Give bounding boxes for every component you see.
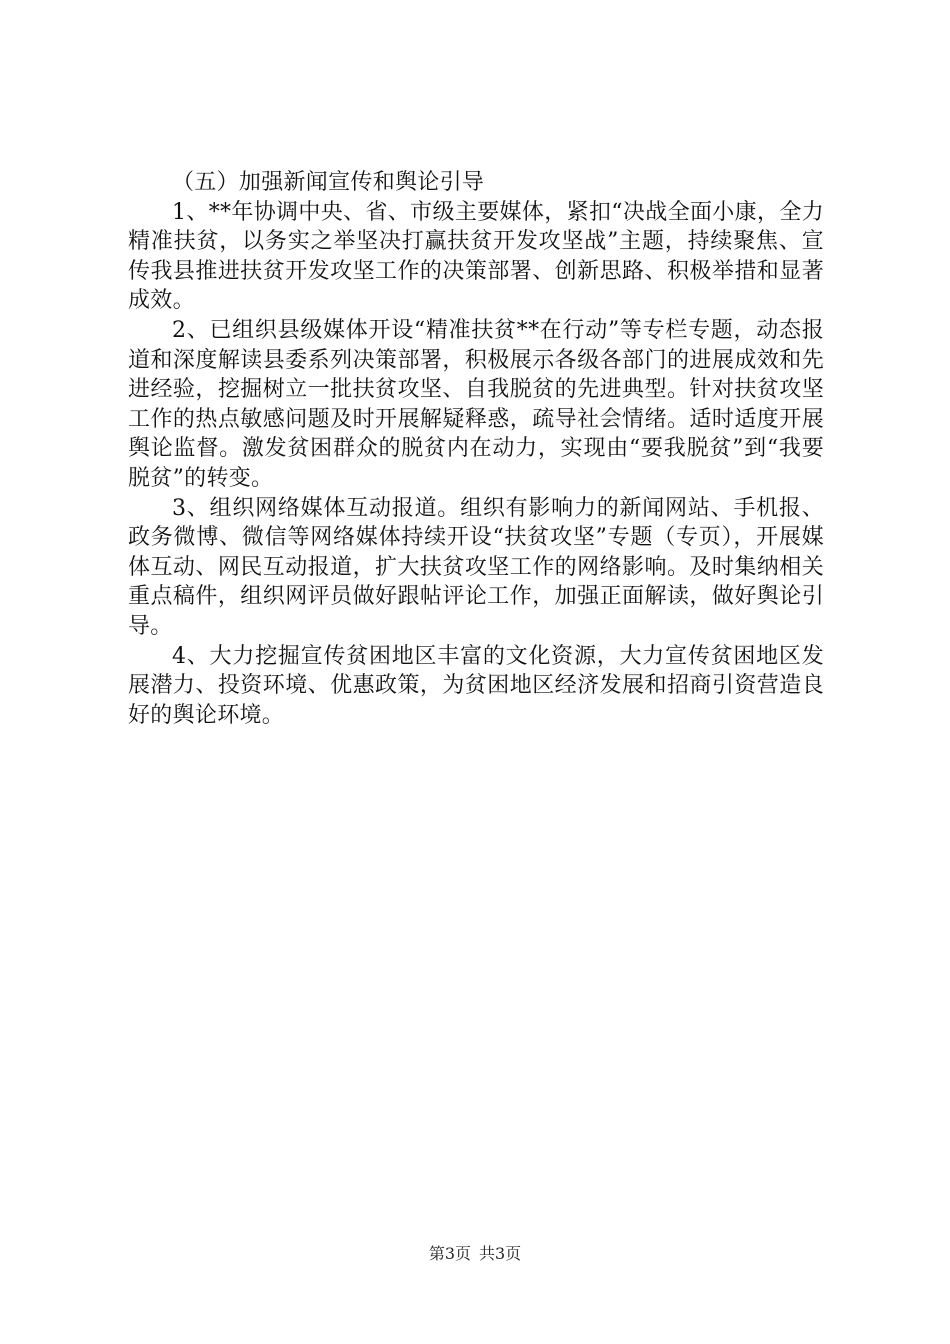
page-number: 第3页: [428, 1244, 471, 1263]
paragraph-1: 1、**年协调中央、省、市级主要媒体，紧扣“决战全面小康，全力精准扶贫，以务实之举坚决打赢扶贫开发攻坚战”主题，持续聚焦、宣传我县推进扶贫开发攻坚工作的决策部署、创新思路、积极举措和显著成效。: [128, 199, 824, 314]
document-body: [128, 168, 824, 730]
paragraph-2: 2、已组织县级媒体开设“精准扶贫**在行动”等专栏专题，动态报道和深度解读县委系列决策部署，积极展示各级各部门的进展成效和先进经验，挖掘树立一批扶贫攻坚、自我脱贫的先进典型。针对扶贫攻坚工作的热点敏感问题及时开展解疑释惑，疏导社会情绪。适时适度开展舆论监督。激发贫困群众的脱贫内在动力，实现由“要我脱贫”到“我要脱贫”的转变。: [128, 317, 824, 491]
paragraph-3: 3、组织网络媒体互动报道。组织有影响力的新闻网站、手机报、政务微博、微信等网络媒体持续开设“扶贫攻坚”专题（专页），开展媒体互动、网民互动报道，扩大扶贫攻坚工作的网络影响。及时集纳相关重点稿件，组织网评员做好跟帖评论工作，加强正面解读，做好舆论引导。: [128, 495, 824, 639]
paragraph-4: 4、大力挖掘宣传贫困地区丰富的文化资源，大力宣传贫困地区发展潜力、投资环境、优惠政策，为贫困地区经济发展和招商引资营造良好的舆论环境。: [128, 643, 824, 728]
section-heading: （五）加强新闻宣传和舆论引导: [172, 170, 485, 195]
page-total: 共3页: [479, 1244, 522, 1263]
page-footer: [0, 1244, 950, 1264]
